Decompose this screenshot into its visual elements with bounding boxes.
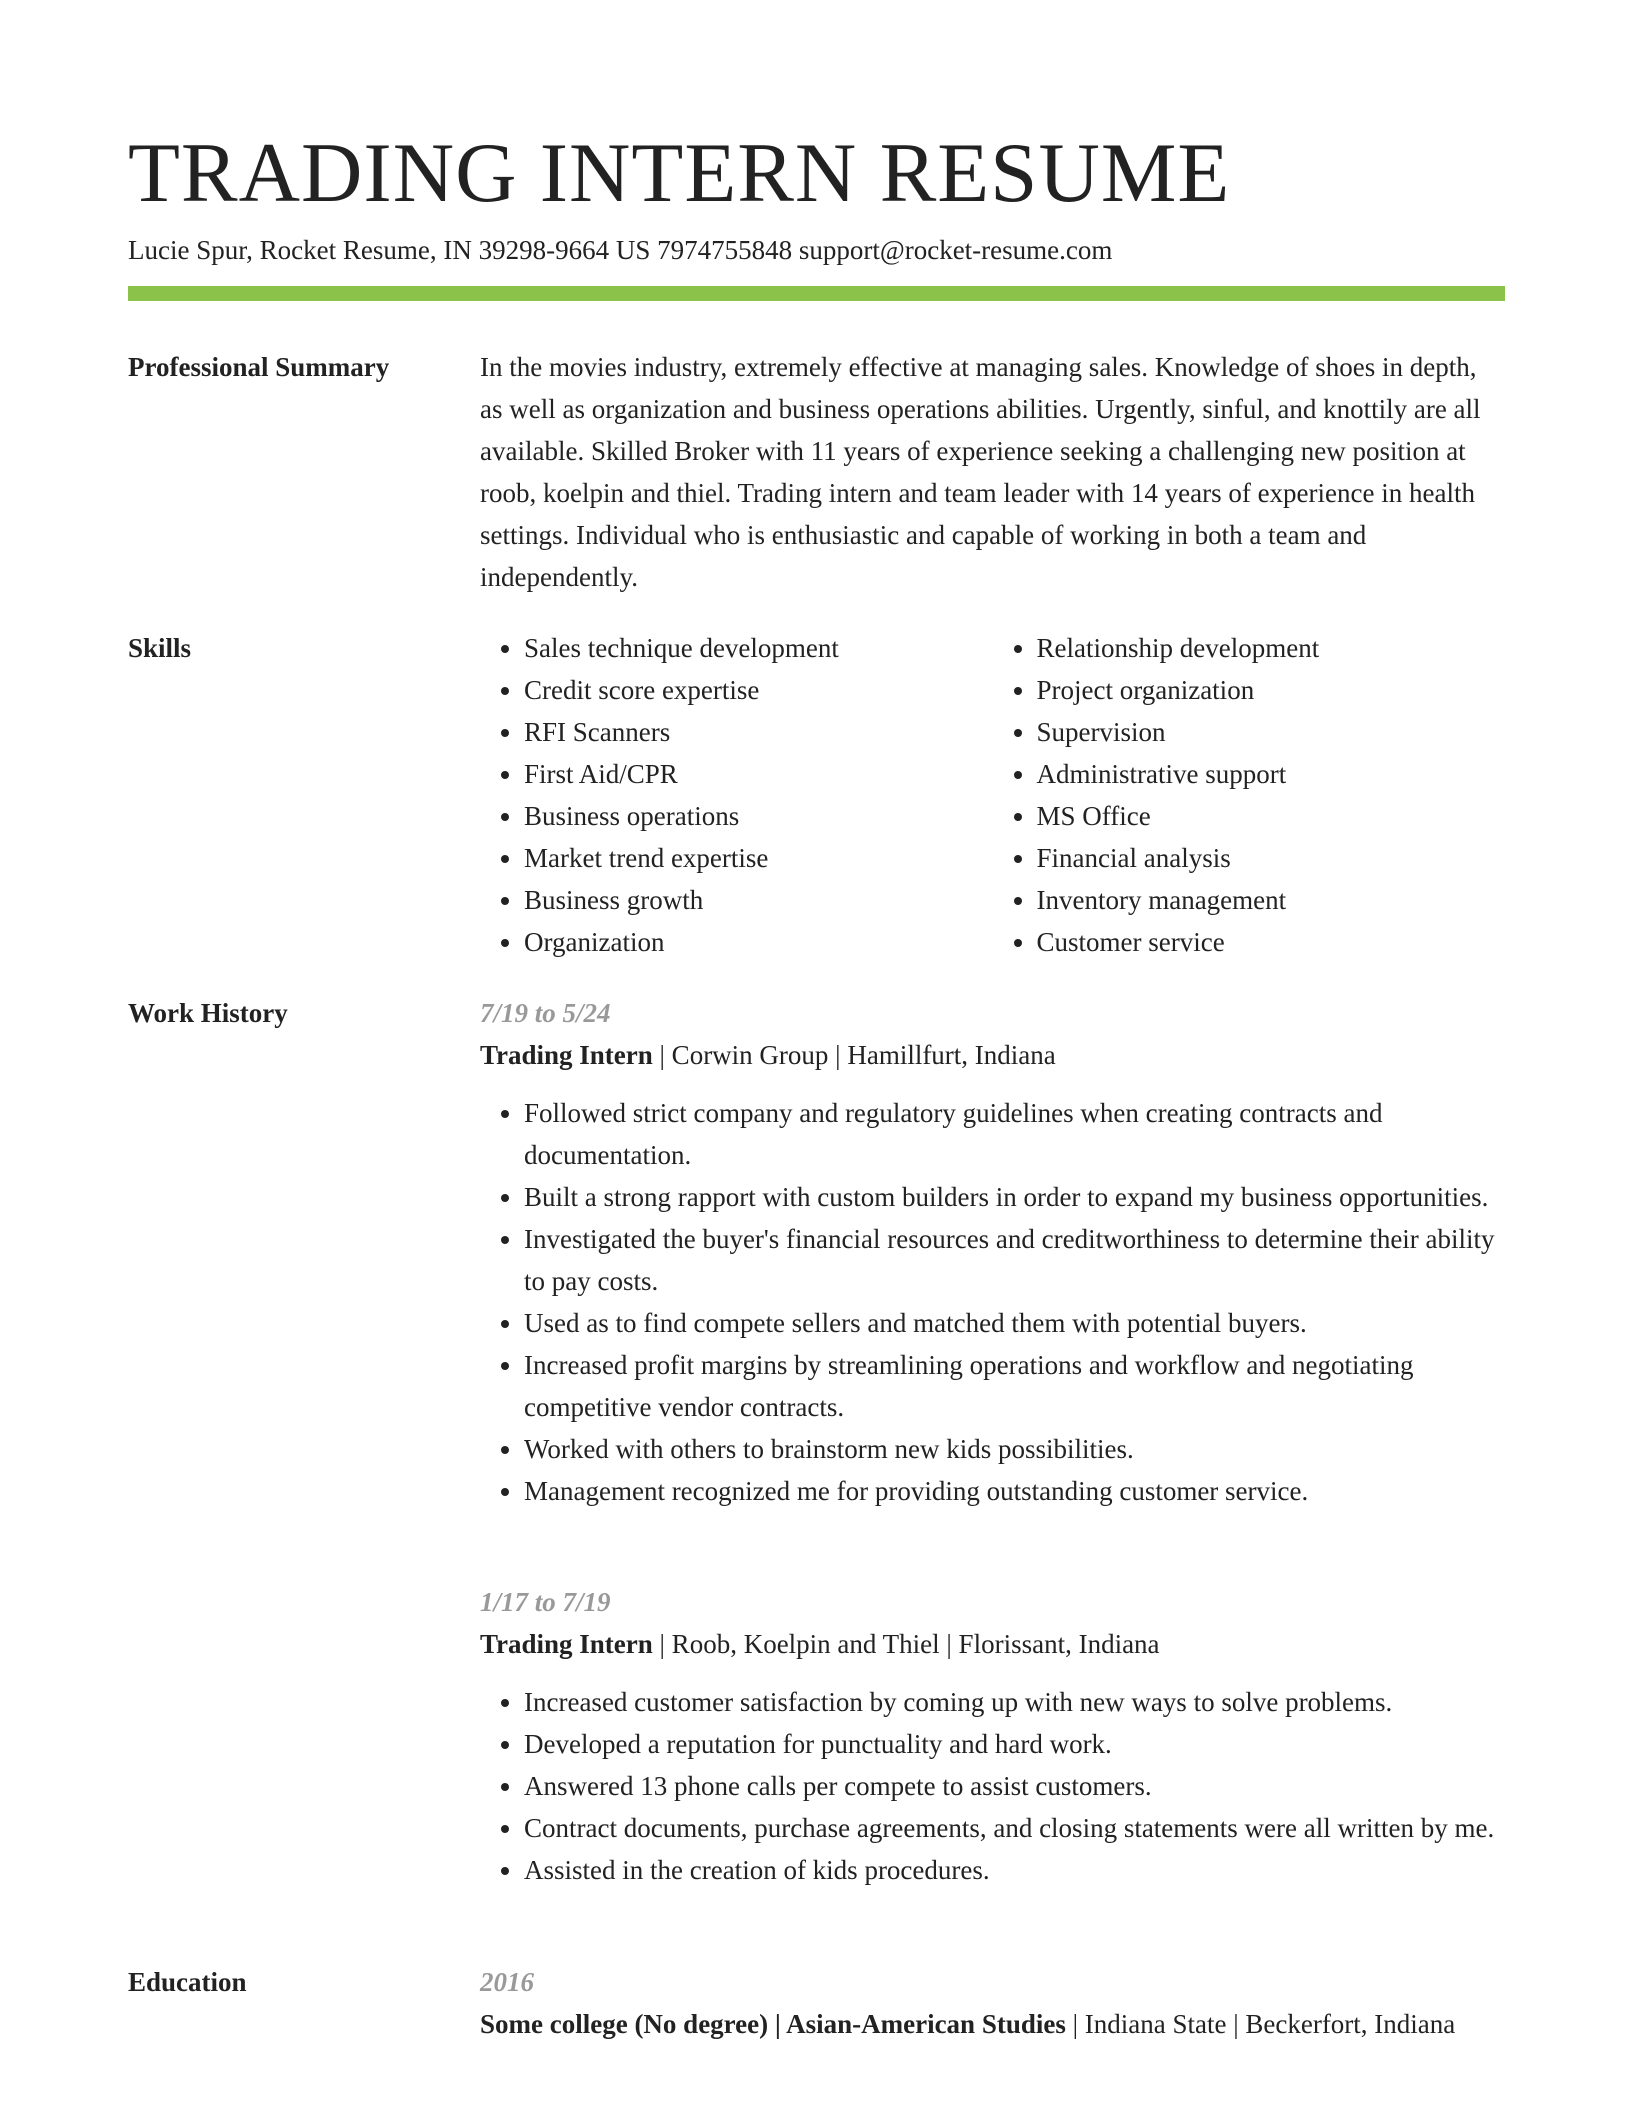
job-bullet-item: • Assisted in the creation of kids procedures. [524, 1849, 1505, 1891]
section-label-skills: Skills [128, 633, 192, 663]
job-bullet-item: • Increased profit margins by streamlining operations and workflow and negotiating competitive vendor contracts. [524, 1344, 1505, 1428]
job-bullets [480, 1092, 1505, 1512]
job-heading [480, 1034, 1505, 1076]
job-title: Trading Intern [480, 1040, 653, 1070]
section-label-summary: Professional Summary [128, 352, 390, 382]
education-body [480, 1961, 1505, 2045]
contact-line [128, 232, 1112, 268]
skill-item: • Credit score expertise [524, 669, 993, 711]
job-bullet-item: • Answered 13 phone calls per compete to assist customers. [524, 1765, 1505, 1807]
skills-body [480, 627, 1505, 963]
skill-item: • Relationship development [1037, 627, 1506, 669]
skill-item: • Administrative support [1037, 753, 1506, 795]
contact-phone: 7974755848 [657, 235, 793, 265]
education-degree: Some college (No degree) | Asian-American Studies [480, 2009, 1066, 2039]
skill-item: • Business growth [524, 879, 993, 921]
summary-body [480, 346, 1505, 598]
contact-email: support@rocket-resume.com [798, 235, 1113, 265]
resume-title: TRADING INTERN RESUME [128, 126, 1231, 220]
job-bullet-item: • Built a strong rapport with custom builders in order to expand my business opportunities. [524, 1176, 1505, 1218]
skill-item: • Financial analysis [1037, 837, 1506, 879]
job-heading [480, 1623, 1505, 1665]
skill-item: • Customer service [1037, 921, 1506, 963]
job-details: | Corwin Group | Hamillfurt, Indiana [652, 1040, 1056, 1070]
skills-list-right [993, 627, 1506, 963]
job-dates: 7/19 to 5/24 [480, 998, 611, 1028]
job-bullet-item: • Followed strict company and regulatory guidelines when creating contracts and documentation. [524, 1092, 1505, 1176]
job-bullet-item: • Contract documents, purchase agreements, and closing statements were all written by me. [524, 1807, 1505, 1849]
education-details: | Indiana State | Beckerfort, Indiana [1065, 2009, 1456, 2039]
job-dates: 1/17 to 7/19 [480, 1587, 611, 1617]
accent-divider [128, 286, 1505, 301]
skill-item: • Project organization [1037, 669, 1506, 711]
section-label-education: Education [128, 1967, 247, 1997]
skill-item: • Organization [524, 921, 993, 963]
education-heading [480, 2003, 1505, 2045]
skill-item: • Inventory management [1037, 879, 1506, 921]
job-details: | Roob, Koelpin and Thiel | Florissant, Indiana [652, 1629, 1160, 1659]
skills-list-left [480, 627, 993, 963]
job-entry [480, 1581, 1505, 1891]
skill-item: • Business operations [524, 795, 993, 837]
skill-item: • First Aid/CPR [524, 753, 993, 795]
job-title: Trading Intern [480, 1629, 653, 1659]
job-entry [480, 992, 1505, 1512]
skill-item: • Supervision [1037, 711, 1506, 753]
job-bullet-item: • Used as to find compete sellers and matched them with potential buyers. [524, 1302, 1505, 1344]
job-bullet-item: • Management recognized me for providing outstanding customer service. [524, 1470, 1505, 1512]
job-bullet-item: • Developed a reputation for punctuality and hard work. [524, 1723, 1505, 1765]
contact-name-location: Lucie Spur, Rocket Resume, IN 39298-9664 US [128, 235, 651, 265]
section-label-work-history: Work History [128, 998, 288, 1028]
job-bullet-item: • Worked with others to brainstorm new kids possibilities. [524, 1428, 1505, 1470]
skill-item: • MS Office [1037, 795, 1506, 837]
job-bullet-item: • Investigated the buyer's financial resources and creditworthiness to determine their ability to pay costs. [524, 1218, 1505, 1302]
job-bullet-item: • Increased customer satisfaction by coming up with new ways to solve problems. [524, 1681, 1505, 1723]
education-year: 2016 [480, 1967, 534, 1997]
skill-item: • RFI Scanners [524, 711, 993, 753]
skill-item: • Sales technique development [524, 627, 993, 669]
summary-text: In the movies industry, extremely effective at managing sales. Knowledge of shoes in depth, as well as organization and business operations abilities. Urgently, sinful, and knottily are all available. Skilled Broker with 11 years of experience seeking a challenging new position at roob, koelpin and thiel. Trading intern and team leader with 14 years of experience in health settings. Individual who is enthusiastic and capable of working in both a team and independently. [480, 352, 1481, 592]
skill-item: • Market trend expertise [524, 837, 993, 879]
job-bullets [480, 1681, 1505, 1891]
